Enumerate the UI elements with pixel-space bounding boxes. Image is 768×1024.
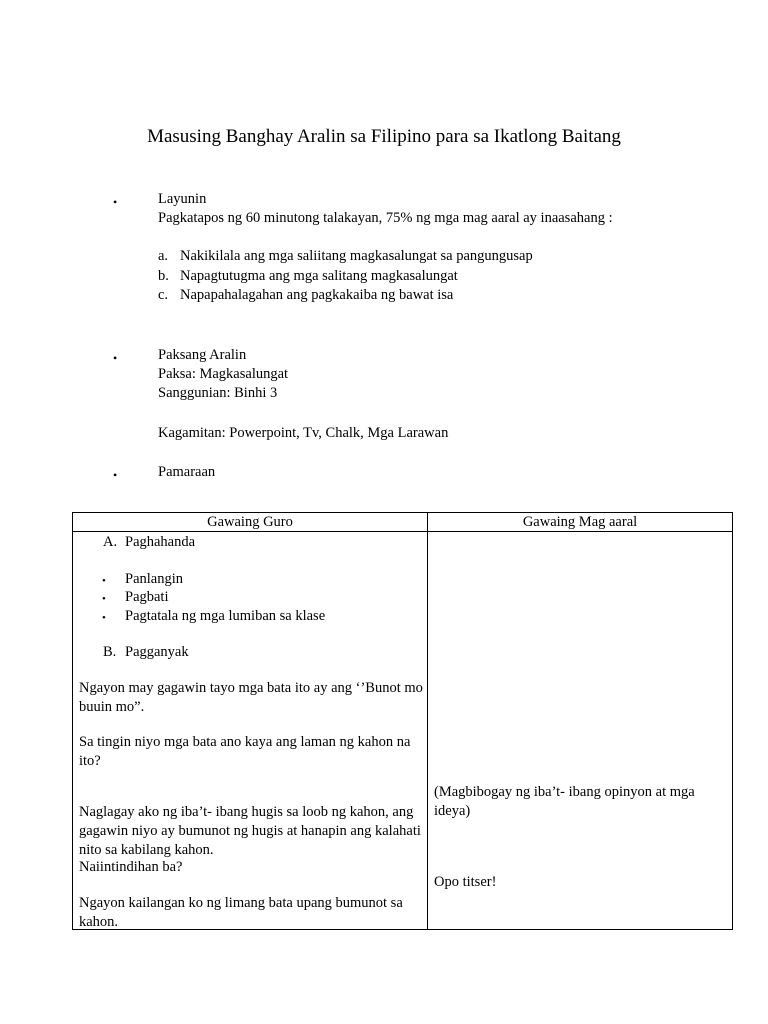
pagganyak-label: Pagganyak (125, 644, 189, 660)
layunin-item (158, 267, 718, 287)
list-marker: c. (158, 287, 169, 303)
bullet-paksang-aralin: • (113, 351, 118, 365)
layunin-list (158, 247, 718, 306)
list-marker: A. (103, 534, 118, 550)
paksa-text: Paksa: Magkasalungat (158, 366, 289, 382)
header-gawaing-mag-aaral: Gawaing Mag aaral (428, 513, 733, 532)
list-item-text: Napagtutugma ang mga salitang magkasalungat (180, 267, 458, 284)
section-paksang-aralin (158, 346, 718, 403)
bullet-layunin: • (113, 195, 118, 209)
response-opinyon: (Magbibogay ng iba’t- ibang opinyon at mga ideya) (434, 784, 695, 819)
bullet-item: Panlangin (125, 571, 183, 587)
paghahanda-label: Paghahanda (125, 534, 196, 550)
layunin-intro: Pagkatapos ng 60 minutong talakayan, 75% ng mga mag aaral ay inaasahang : (158, 210, 613, 226)
bullet-item: Pagtatala ng mga lumiban sa klase (125, 608, 326, 624)
paragraph-bunot: Ngayon may gagawin tayo mga bata ito ay ang ‘’Bunot mo buuin mo”. (79, 680, 423, 715)
cell-gawaing-guro (73, 532, 428, 930)
bullet-pamaraan: • (113, 468, 118, 482)
list-marker: B. (103, 644, 117, 660)
layunin-item (158, 247, 718, 267)
paragraph-limang-bata: Ngayon kailangan ko ng limang bata upang bumunot sa kahon. (79, 895, 403, 930)
bullet-icon: • (102, 612, 106, 624)
section-layunin (158, 190, 718, 228)
list-marker: b. (158, 267, 169, 284)
response-opo: Opo titser! (434, 874, 497, 890)
list-item-text: Napapahalagahan ang pagkakaiba ng bawat isa (180, 287, 454, 303)
paksang-aralin-heading: Paksang Aralin (158, 347, 247, 363)
bullet-icon: • (102, 593, 106, 605)
paragraph-tanong: Sa tingin niyo mga bata ano kaya ang laman ng kahon na ito? (79, 734, 411, 769)
pamaraan-heading: Pamaraan (158, 464, 216, 480)
lesson-table (72, 512, 733, 930)
table-header-row (73, 513, 733, 532)
cell-gawaing-mag-aaral (428, 532, 733, 930)
section-pamaraan (158, 463, 718, 482)
page-title: Masusing Banghay Aralin sa Filipino para sa Ikatlong Baitang (147, 126, 621, 147)
table-row (73, 532, 733, 930)
kagamitan-block (158, 424, 718, 443)
sanggunian-text: Sanggunian: Binhi 3 (158, 385, 278, 401)
paragraph-hugis: Naglagay ako ng iba’t- ibang hugis sa loob ng kahon, ang gagawin niyo ay bumunot ng hugis at hanapin ang kalahati nito sa kabilang kahon. (79, 804, 421, 858)
list-marker: a. (158, 248, 169, 264)
kagamitan-text: Kagamitan: Powerpoint, Tv, Chalk, Mga Larawan (158, 425, 449, 441)
bullet-item: Pagbati (125, 589, 169, 605)
header-gawaing-guro: Gawaing Guro (73, 513, 428, 532)
paragraph-naiintindihan: Naiintindihan ba? (79, 859, 183, 875)
layunin-item (158, 286, 718, 306)
bullet-icon: • (102, 575, 106, 587)
layunin-heading: Layunin (158, 191, 207, 207)
list-item-text: Nakikilala ang mga saliitang magkasalungat sa pangungusap (180, 248, 533, 264)
